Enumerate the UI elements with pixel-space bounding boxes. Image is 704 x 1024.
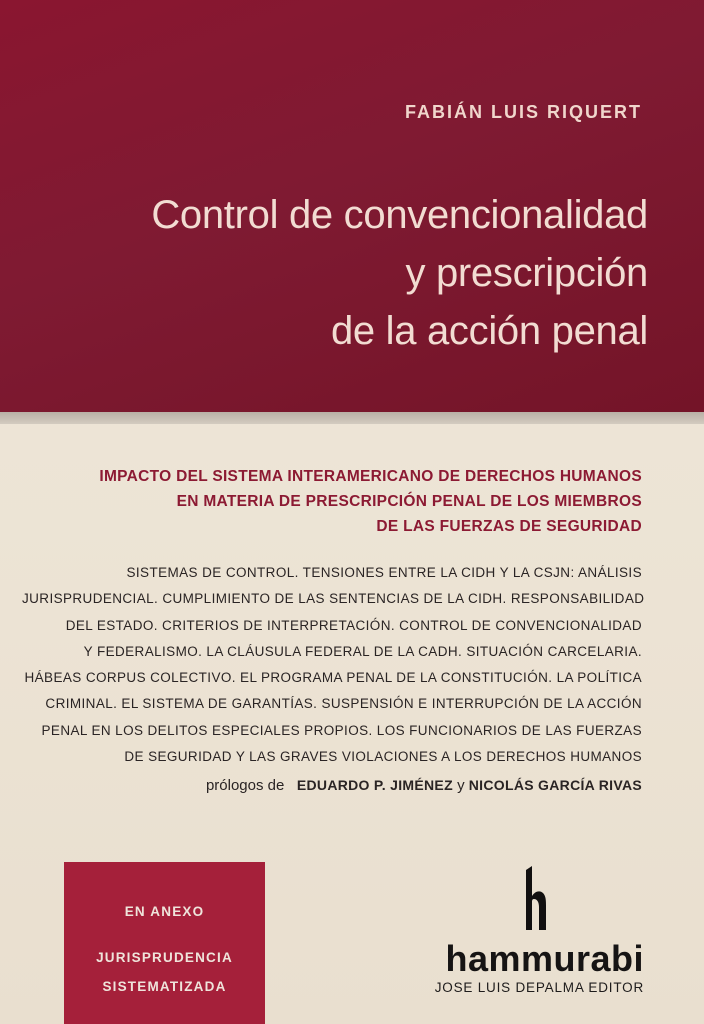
topics-line: JURISPRUDENCIAL. CUMPLIMIENTO DE LAS SENTENCIAS DE LA CIDH. RESPONSABILIDAD <box>22 591 645 607</box>
topics-line: CRIMINAL. EL SISTEMA DE GARANTÍAS. SUSPENSIÓN E INTERRUPCIÓN DE LA ACCIÓN <box>45 696 642 712</box>
divider-stripe <box>0 412 704 424</box>
subtitle-line: IMPACTO DEL SISTEMA INTERAMERICANO DE DERECHOS HUMANOS <box>99 468 642 485</box>
publisher-editor: JOSE LUIS DEPALMA EDITOR <box>434 980 644 995</box>
h-logo-icon <box>522 866 548 930</box>
book-subtitle <box>22 464 642 539</box>
topics-line: PENAL EN LOS DELITOS ESPECIALES PROPIOS. LOS FUNCIONARIOS DE LAS FUERZAS <box>41 722 642 738</box>
topics-line: Y FEDERALISMO. LA CLÁUSULA FEDERAL DE LA CADH. SITUACIÓN CARCELARIA. <box>83 643 642 659</box>
author-name: FABIÁN LUIS RIQUERT <box>404 102 642 122</box>
topics-line: DE SEGURIDAD Y LAS GRAVES VIOLACIONES A LOS DERECHOS HUMANOS <box>124 749 642 765</box>
prologues-credit <box>42 777 642 794</box>
prologue-author-1: EDUARDO P. JIMÉNEZ <box>296 777 453 793</box>
subtitle-line: DE LAS FUERZAS DE SEGURIDAD <box>376 518 642 535</box>
title-line: Control de convencionalidad <box>151 193 648 237</box>
book-title <box>28 186 648 360</box>
annex-item-line: JURISPRUDENCIA <box>96 950 233 965</box>
topics-line: SISTEMAS DE CONTROL. TENSIONES ENTRE LA CIDH Y LA CSJN: ANÁLISIS <box>126 565 642 580</box>
subtitle-line: EN MATERIA DE PRESCRIPCIÓN PENAL DE LOS MIEMBROS <box>176 493 642 510</box>
topics-line: HÁBEAS CORPUS COLECTIVO. EL PROGRAMA PENAL DE LA CONSTITUCIÓN. LA POLÍTICA <box>24 670 642 686</box>
title-line: de la acción penal <box>330 309 648 353</box>
prologues-prefix: prólogos de <box>205 777 285 794</box>
prologues-connector: y <box>457 777 465 794</box>
topics-line: DEL ESTADO. CRITERIOS DE INTERPRETACIÓN. CONTROL DE CONVENCIONALIDAD <box>65 617 642 633</box>
annex-box <box>64 862 265 1024</box>
publisher-name: hammurabi <box>445 938 644 979</box>
annex-label: EN ANEXO <box>124 904 205 919</box>
annex-item-line: SISTEMATIZADA <box>102 979 227 994</box>
title-line: y prescripción <box>405 251 648 295</box>
prologue-author-2: NICOLÁS GARCÍA RIVAS <box>468 777 642 793</box>
topics-list <box>22 560 645 770</box>
